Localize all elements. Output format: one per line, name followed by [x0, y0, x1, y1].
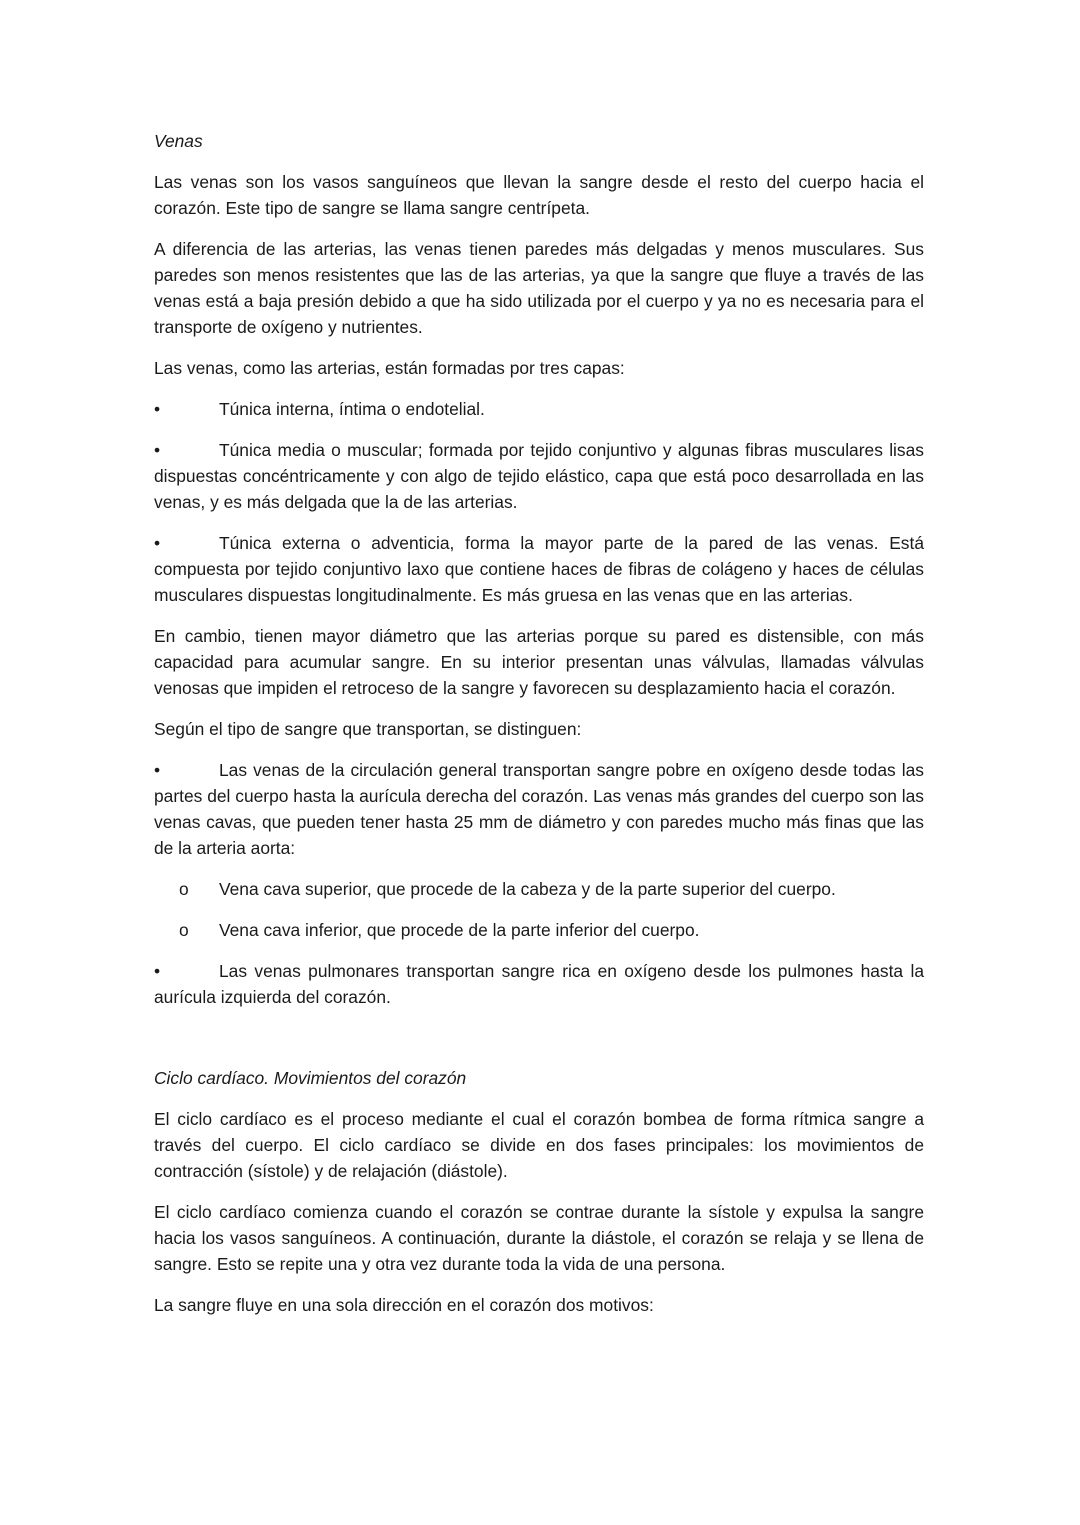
- list-item-venas-pulmonares: [154, 958, 924, 1010]
- sub-list-item-vena-cava-superior: [154, 876, 924, 902]
- bullet-icon: •: [154, 961, 161, 981]
- bullet-icon: •: [154, 533, 161, 553]
- paragraph-venas-capas-intro: Las venas, como las arterias, están formadas por tres capas:: [154, 358, 625, 378]
- sub-bullet-icon: o: [179, 920, 189, 940]
- section-title-ciclo-cardiaco: Ciclo cardíaco. Movimientos del corazón: [154, 1068, 467, 1088]
- list-item-text: Túnica externa o adventicia, forma la mayor parte de la pared de las venas. Está compuesta por tejido conjuntivo laxo que contiene haces de fibras de colágeno y haces de células musculares dispuestas longitudinalmente. Es más gruesa en las venas que en las arterias.: [154, 533, 924, 605]
- list-item-tunica-interna: [154, 396, 924, 422]
- list-item-text: Las venas pulmonares transportan sangre rica en oxígeno desde los pulmones hasta la aurícula izquierda del corazón.: [154, 961, 924, 1007]
- bullet-icon: •: [154, 760, 161, 780]
- paragraph-tipos-intro: Según el tipo de sangre que transportan, se distinguen:: [154, 719, 582, 739]
- paragraph-venas-diametro: En cambio, tienen mayor diámetro que las arterias porque su pared es distensible, con más capacidad para acumular sangre. En su interior presentan unas válvulas, llamadas válvulas venosas que impiden el retroceso de la sangre y favorecen su desplazamiento hacia el corazón.: [154, 626, 924, 698]
- list-item-text: Túnica media o muscular; formada por tejido conjuntivo y algunas fibras musculares lisas dispuestas concéntricamente y con algo de tejido elástico, capa que está poco desarrollada en las venas, y es más delgada que la de las arterias.: [154, 440, 924, 512]
- paragraph-venas-definition: Las venas son los vasos sanguíneos que llevan la sangre desde el resto del cuerpo hacia el corazón. Este tipo de sangre se llama sangre centrípeta.: [154, 172, 924, 218]
- list-item-tunica-media: [154, 437, 924, 515]
- sub-list-item-vena-cava-inferior: [154, 917, 924, 943]
- list-item-text: Las venas de la circulación general transportan sangre pobre en oxígeno desde todas las partes del cuerpo hasta la aurícula derecha del corazón. Las venas más grandes del cuerpo son las venas cavas, que pueden tener hasta 25 mm de diámetro y con paredes mucho más finas que las de la arteria aorta:: [154, 760, 924, 858]
- list-item-tunica-externa: [154, 530, 924, 608]
- paragraph-venas-vs-arterias: A diferencia de las arterias, las venas tienen paredes más delgadas y menos musculares. Sus paredes son menos resistentes que las de las arterias, ya que la sangre que fluye a través de las venas está a baja presión debido a que ha sido utilizada por el cuerpo y ya no es necesaria para el transporte de oxígeno y nutrientes.: [154, 239, 924, 337]
- paragraph-ciclo-direccion: La sangre fluye en una sola dirección en el corazón dos motivos:: [154, 1295, 654, 1315]
- list-item-circulacion-general: [154, 757, 924, 861]
- bullet-icon: •: [154, 399, 161, 419]
- sub-list-item-text: Vena cava inferior, que procede de la parte inferior del cuerpo.: [219, 920, 700, 940]
- sub-list-item-text: Vena cava superior, que procede de la cabeza y de la parte superior del cuerpo.: [219, 879, 836, 899]
- paragraph-ciclo-fases: El ciclo cardíaco comienza cuando el corazón se contrae durante la sístole y expulsa la sangre hacia los vasos sanguíneos. A continuación, durante la diástole, el corazón se relaja y se llena de sangre. Esto se repite una y otra vez durante toda la vida de una persona.: [154, 1202, 924, 1274]
- section-spacer: [154, 1025, 924, 1065]
- list-item-text: Túnica interna, íntima o endotelial.: [219, 399, 485, 419]
- bullet-icon: •: [154, 440, 161, 460]
- document-page: [154, 128, 924, 1333]
- section-title-venas: Venas: [154, 131, 203, 151]
- paragraph-ciclo-definition: El ciclo cardíaco es el proceso mediante el cual el corazón bombea de forma rítmica sangre a través del cuerpo. El ciclo cardíaco se divide en dos fases principales: los movimientos de contracción (sístole) y de relajación (diástole).: [154, 1109, 924, 1181]
- sub-bullet-icon: o: [179, 879, 189, 899]
